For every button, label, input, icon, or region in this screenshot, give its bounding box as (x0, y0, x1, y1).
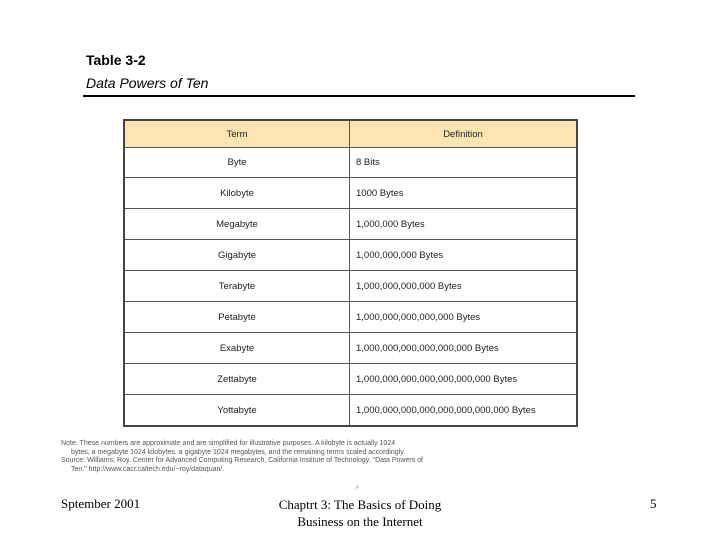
table-row (124, 148, 577, 178)
table-row (124, 178, 577, 209)
term-cell: Petabyte (124, 302, 350, 333)
source-line: Source: Williams, Roy. Center for Advanced Computing Research, California Institute of Technology. "Data Powers of (61, 457, 423, 464)
note-line: Note: These numbers are approximate and are simplified for illustrative purposes. A kilobyte is actually 1024 (61, 440, 396, 447)
term-cell: Terabyte (124, 271, 350, 302)
title-divider (83, 95, 635, 97)
table-row (124, 302, 577, 333)
table-row (124, 271, 577, 302)
decorative-mark: › (356, 484, 359, 491)
term-cell: Byte (124, 148, 350, 178)
header-definition: Definition (350, 120, 578, 148)
definition-cell: 8 Bits (350, 148, 578, 178)
term-cell: Exabyte (124, 333, 350, 364)
footer-date: Sptember 2001 (61, 496, 141, 511)
term-cell: Zettabyte (124, 364, 350, 395)
definition-cell: 1,000,000 Bytes (350, 209, 578, 240)
definition-cell: 1,000,000,000,000,000 Bytes (350, 302, 578, 333)
definition-cell: 1000 Bytes (350, 178, 578, 209)
table-note (61, 440, 501, 474)
footer-chapter-line: Business on the Internet (297, 514, 423, 529)
definition-cell: 1,000,000,000,000,000,000,000,000 Bytes (350, 395, 578, 427)
footer-chapter (250, 496, 470, 530)
term-cell: Megabyte (124, 209, 350, 240)
term-cell: Gigabyte (124, 240, 350, 271)
note-line: bytes, a megabyte 1024 kilobytes, a gigabyte 1024 megabytes, and the remaining terms scaled accordingly. (71, 448, 406, 456)
term-cell: Yottabyte (124, 395, 350, 427)
table-row (124, 364, 577, 395)
term-cell: Kilobyte (124, 178, 350, 209)
table-row (124, 395, 577, 427)
footer-chapter-line: Chaptrt 3: The Basics of Doing (278, 497, 442, 512)
table-title: Table 3-2 (86, 52, 146, 68)
source-url: Ten." http://www.cacr.caltech.edu/~roy/dataquan/. (71, 465, 225, 473)
table-row (124, 209, 577, 240)
table-header-row (124, 120, 577, 148)
definition-cell: 1,000,000,000,000,000,000,000 Bytes (350, 364, 578, 395)
definition-cell: 1,000,000,000 Bytes (350, 240, 578, 271)
table-row (124, 240, 577, 271)
data-powers-table (123, 119, 578, 427)
table-row (124, 333, 577, 364)
definition-cell: 1,000,000,000,000,000,000 Bytes (350, 333, 578, 364)
definition-cell: 1,000,000,000,000 Bytes (350, 271, 578, 302)
table-subtitle: Data Powers of Ten (86, 75, 209, 91)
header-term: Term (124, 120, 350, 148)
page-number: 5 (650, 496, 657, 511)
